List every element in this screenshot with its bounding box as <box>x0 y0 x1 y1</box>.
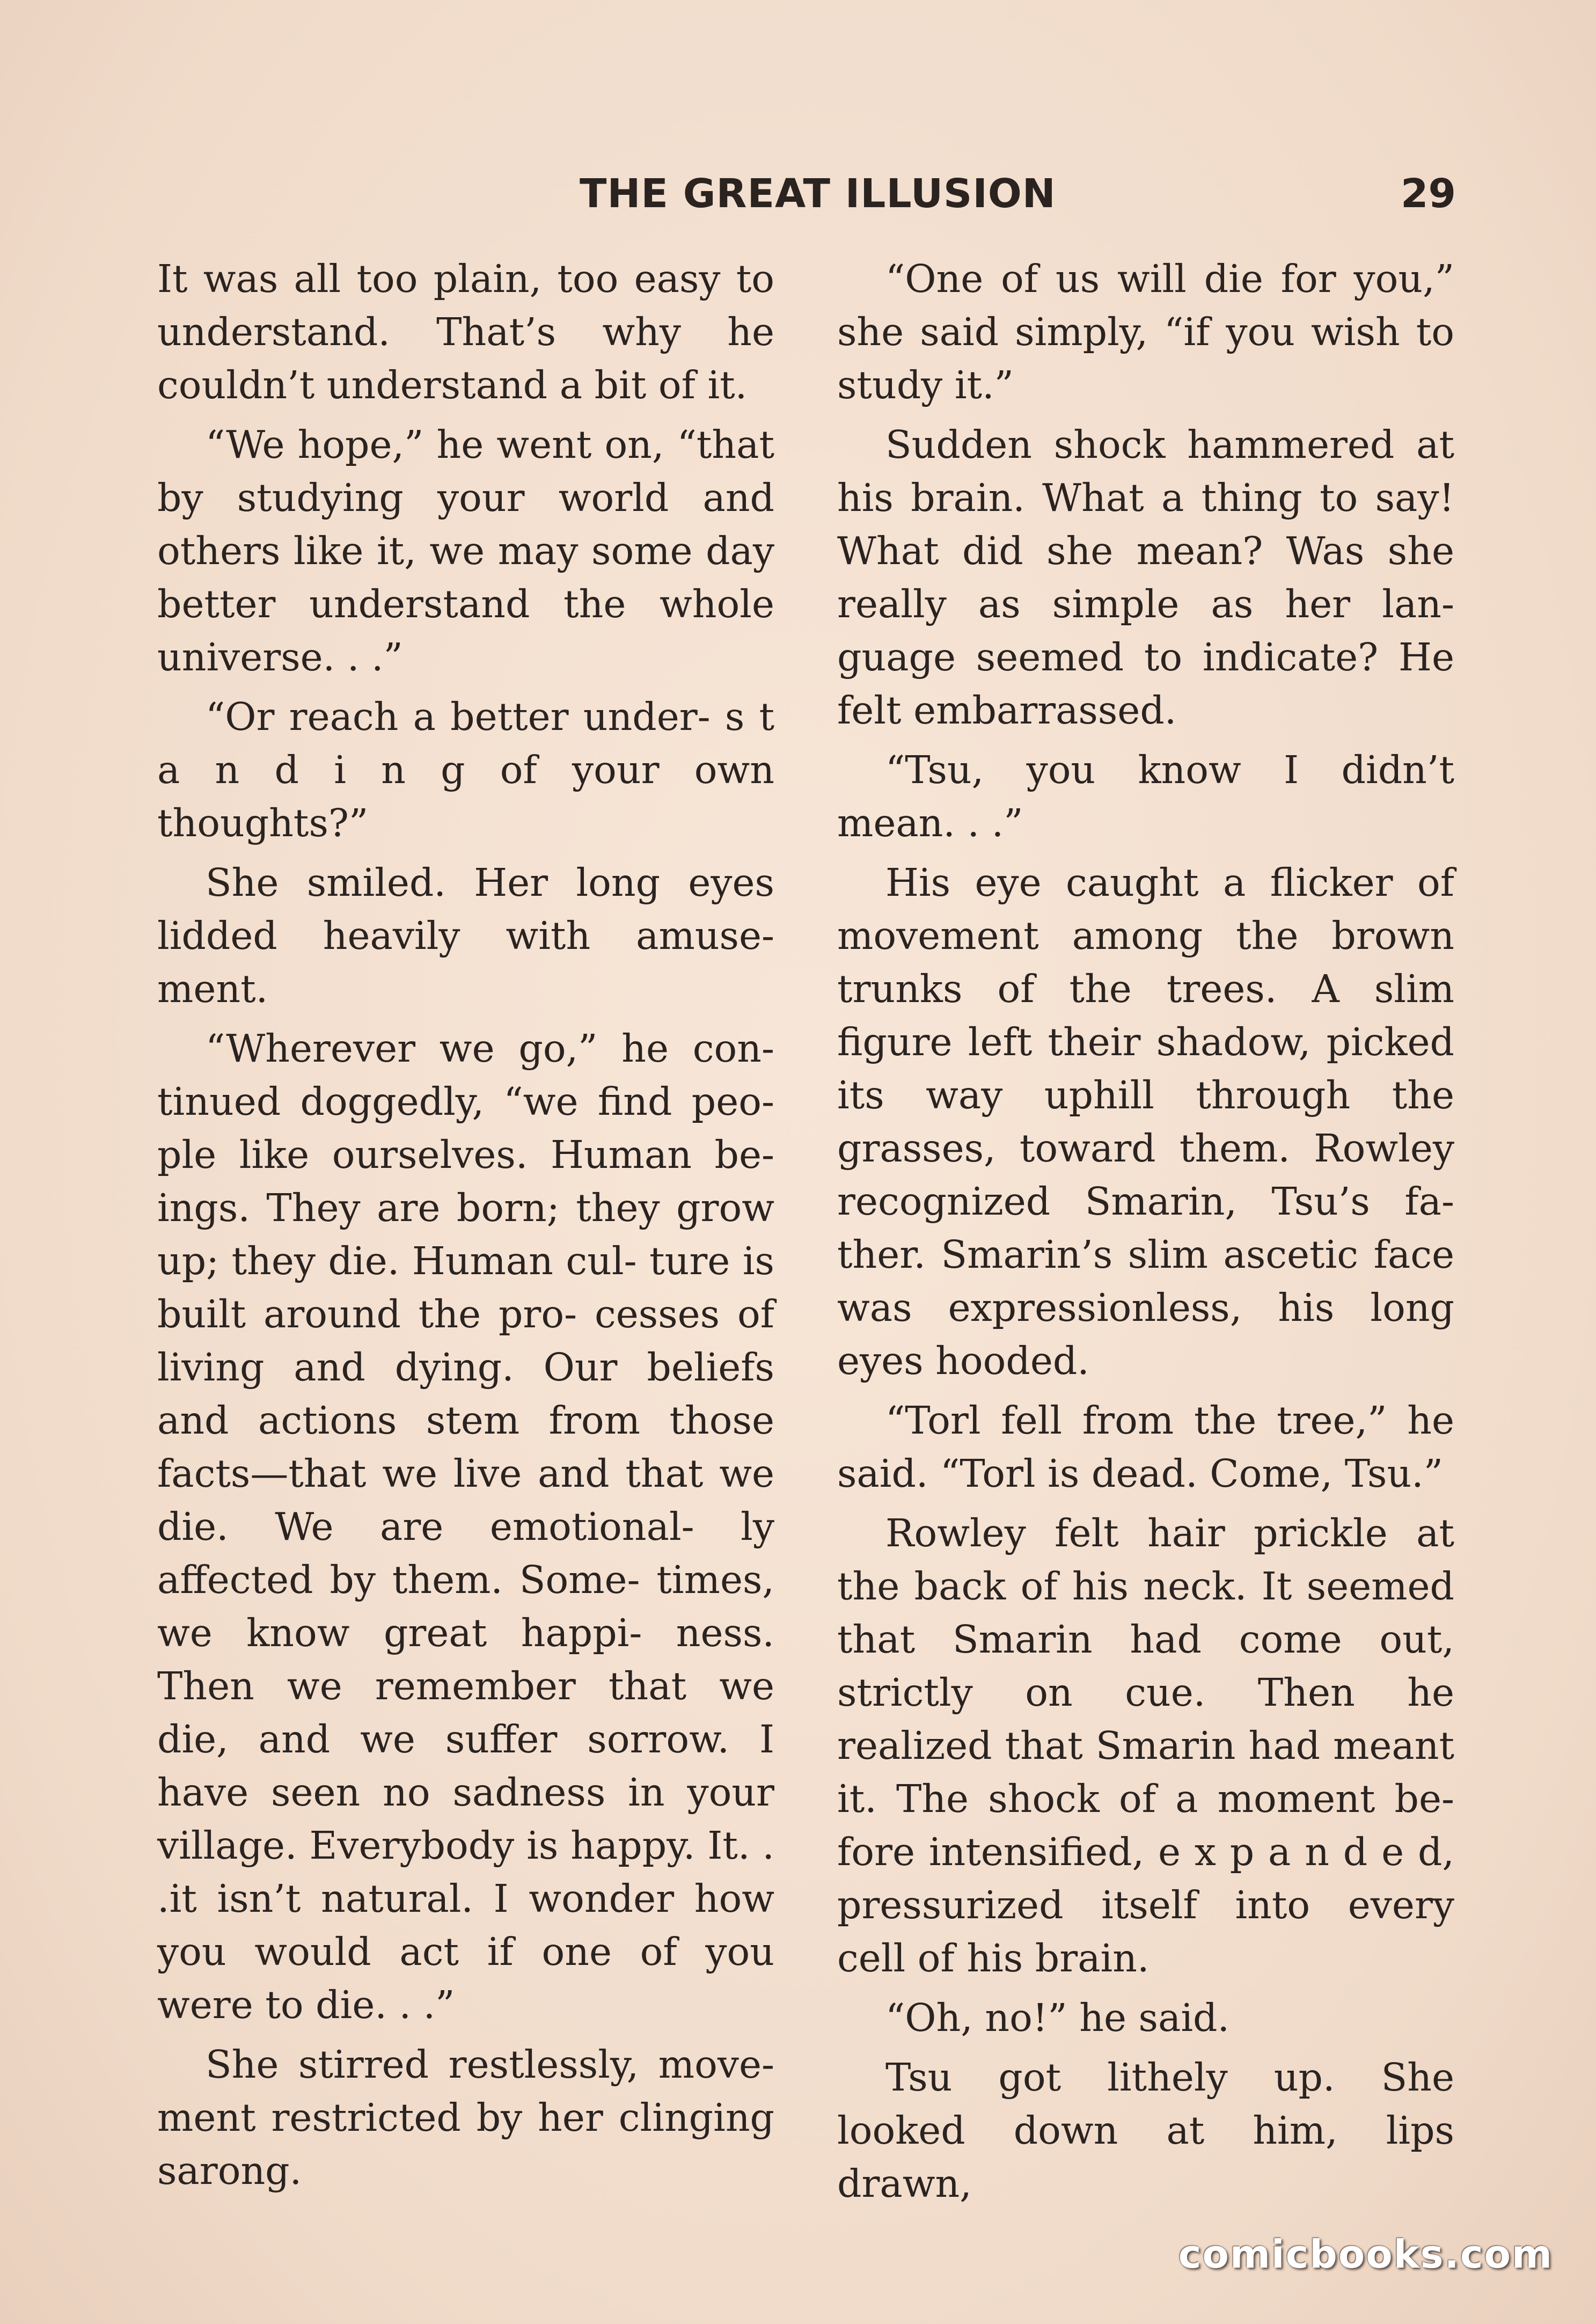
paragraph: “Or reach a better under- s t a n d i n g of your own thoughts?” <box>157 695 774 845</box>
paragraph: “One of us will die for you,” she said simply, “if you wish to study it.” <box>837 257 1454 407</box>
paragraph: “Oh, no!” he said. <box>885 1996 1230 2040</box>
paragraph: She smiled. Her long eyes lidded heavily with amuse- ment. <box>157 860 774 1011</box>
page-number: 29 <box>1401 171 1456 217</box>
paragraph: Rowley felt hair prickle at the back of his neck. It seemed that Smarin had come out, strictly on cue. Then he realized that Smarin had meant it. The shock of a moment be- fore intensified, e x p a n d e d, pressurized itself into every cell of his brain. <box>837 1511 1454 1980</box>
running-title: THE GREAT ILLUSION <box>580 171 1056 217</box>
paragraph: “Tsu, you know I didn’t mean. . .” <box>837 748 1454 845</box>
page-header <box>156 171 1454 224</box>
paragraph: “Wherever we go,” he con- tinued doggedly, “we find peo- ple like ourselves. Human be- ings. They are born; they grow up; they die. Human cul- ture is built around the pro- cesses of living and dying. Our beliefs and actions stem from those facts—that we live and that we die. We are emotional- ly affected by them. Some- times, we know great happi- ness. Then we remember that we die, and we suffer sorrow. I have seen no sadness in your village. Everybody is happy. It. . .it isn’t natural. I wonder how you would act if one of you were to die. . .” <box>157 1026 774 2027</box>
paragraph: “We hope,” he went on, “that by studying your world and others like it, we may some day better understand the whole universe. . .” <box>157 422 774 679</box>
source-watermark: comicbooks.com <box>1178 2232 1553 2277</box>
paragraph: She stirred restlessly, move- ment restricted by her clinging sarong. <box>157 2042 774 2193</box>
paragraph: It was all too plain, too easy to understand. That’s why he couldn’t understand a bit of it. <box>157 257 774 407</box>
right-column <box>837 252 1454 2217</box>
paragraph: Tsu got lithely up. She looked down at him, lips drawn, <box>837 2055 1454 2206</box>
paragraph: His eye caught a flicker of movement among the brown trunks of the trees. A slim figure left their shadow, picked its way uphill through the grasses, toward them. Rowley recognized Smarin, Tsu’s fa- ther. Smarin’s slim ascetic face was expressionless, his long eyes hooded. <box>837 860 1454 1383</box>
paragraph: “Torl fell from the tree,” he said. “Torl is dead. Come, Tsu.” <box>837 1398 1454 1496</box>
left-column <box>157 252 774 2204</box>
paragraph: Sudden shock hammered at his brain. What a thing to say! What did she mean? Was she really as simple as her lan- guage seemed to indicate? He felt embarrassed. <box>837 422 1454 733</box>
